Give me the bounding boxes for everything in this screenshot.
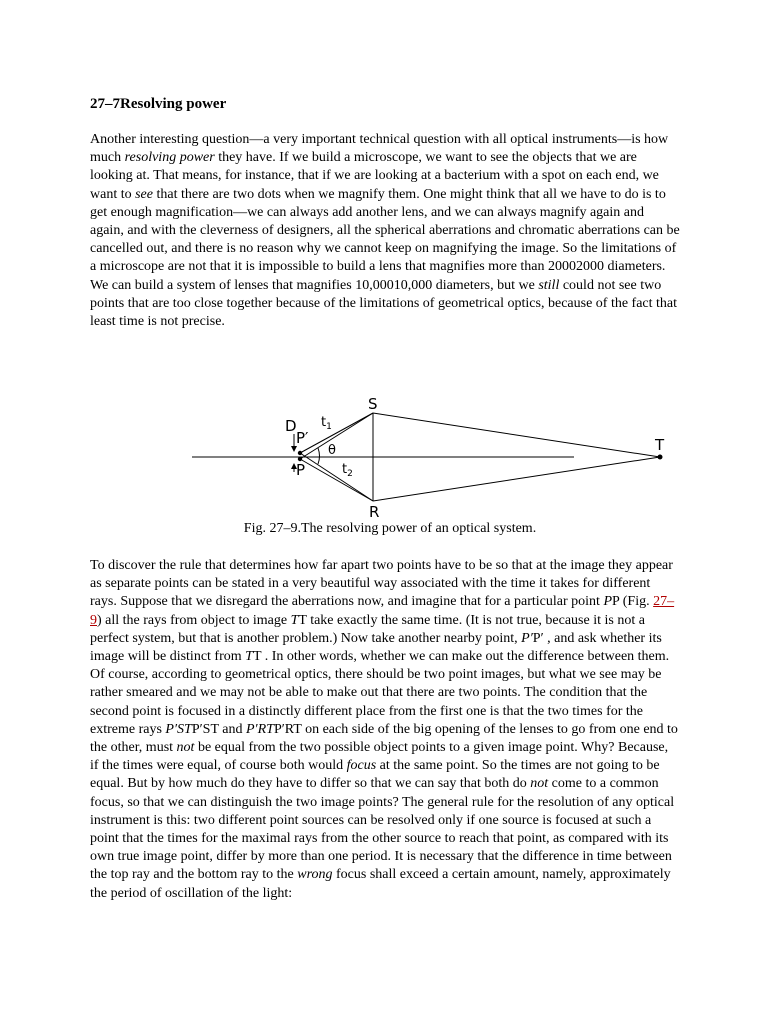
emphasis-focus: focus bbox=[346, 758, 377, 774]
theta-arc bbox=[318, 448, 320, 464]
text-run: that there are two dots when we magnify them. One might think that all we have to do is to get enough magnification—we can always add another lens, and we can always magnify again and again, and with the cleverness of designers, all the spherical aberrations and chromatic aberrations can be cancelled out, and there is no reason why we cannot keep on magnifying the image. So the limitations of a microscope are not that it is impossible to build a lens that magnifies more than 20002000 diameters. We can build a system of lenses that magnifies 10,00010,000 diameters, but we bbox=[90, 186, 680, 293]
section-heading: 27–7Resolving power bbox=[90, 96, 227, 112]
math-p: P bbox=[603, 594, 612, 610]
text-run: T take exactly the same time. (It is not true, because it is not a perfect system, but that is another problem.) Now take another nearby point, bbox=[90, 612, 645, 646]
math-pprime-st: P′ST bbox=[165, 721, 192, 737]
t1-base: t bbox=[321, 415, 327, 430]
text-run: come to a common focus, so that we can distinguish the two image points? The general rule for the resolution of any optical instrument is this: two different point sources can be resolved only if one source is focused at such a point that the times for the maximal rays from the other source to reach that point, as compared with its own true image point, differ by more than one period. It is necessary that the difference in time between the top ray and the bottom ray to the bbox=[90, 776, 675, 883]
ray-p-r bbox=[300, 459, 373, 501]
label-r: R bbox=[369, 503, 380, 521]
label-pprime: P′ bbox=[296, 429, 309, 447]
text-run: P′ , and ask whether its image will be distinct from bbox=[90, 630, 662, 665]
label-t1 bbox=[321, 415, 332, 432]
text-run: P′ST and bbox=[191, 721, 246, 737]
point-t bbox=[658, 455, 663, 460]
text-run: P′RT on each side of the big opening of the lenses to go from one end to the other, must bbox=[90, 721, 678, 756]
t1-subscript: 1 bbox=[326, 422, 332, 432]
text-run: focus shall exceed a certain amount, namely, approximately the period of oscillation of the light: bbox=[90, 867, 671, 901]
paragraph-intro bbox=[90, 131, 680, 331]
text-run: To discover the rule that determines how far apart two points have to be so that at the image they appear as separate points can be stated in a very beautiful way associated with the time it takes for different rays. Suppose that we disregard the aberrations now, and imagine that for a particular point bbox=[90, 558, 673, 610]
emphasis-not: not bbox=[176, 740, 195, 756]
optical-diagram bbox=[190, 390, 665, 521]
t2-base: t bbox=[342, 462, 348, 477]
label-s: S bbox=[368, 395, 378, 413]
math-pprime: P′ bbox=[521, 630, 533, 646]
label-d: D bbox=[285, 417, 297, 435]
text-run: P (Fig. bbox=[612, 594, 654, 610]
emphasis-see: see bbox=[135, 186, 153, 202]
text-run: be equal from the two possible object points to a given image point. Why? Because, if the times were equal, of course both would bbox=[90, 740, 669, 774]
figure-link-27-9[interactable]: 27–9 bbox=[90, 594, 675, 628]
text-run: they have. If we build a microscope, we want to see the objects that we are looking at. That means, for instance, that if we are looking at a bacterium with a spot on each end, we want to bbox=[90, 150, 659, 202]
ray-p-s bbox=[300, 413, 373, 459]
emphasis-wrong: wrong bbox=[297, 867, 333, 883]
text-run: at the same point. So the times are not going to be equal. But by how much do they have to differ so that we can say that both do bbox=[90, 758, 660, 792]
text-run: T . In other words, whether we can make out the difference between them. Of course, according to geometrical optics, there should be two point images, but what we see may be rather smeared and we may not be able to make out that there are two points. The condition that the second point is focused in a distinctly different place from the first one is that the two times for the extreme rays bbox=[90, 649, 670, 737]
label-t: T bbox=[655, 436, 665, 454]
ray-r-t bbox=[373, 457, 660, 501]
text-run: could not see two points that are too close together because of the limitations of geometrical optics, because of the fact that least time is not precise. bbox=[90, 277, 678, 330]
ray-pprime-s bbox=[300, 413, 373, 453]
point-pprime bbox=[298, 451, 302, 455]
text-run: Another interesting question—a very important technical question with all optical instruments—is how much bbox=[90, 132, 669, 166]
ray-pprime-r bbox=[300, 453, 373, 501]
emphasis-resolving-power: resolving power bbox=[124, 150, 215, 166]
emphasis-still: still bbox=[538, 277, 560, 293]
math-t: T bbox=[290, 612, 299, 628]
math-pprime-rt: P′RT bbox=[245, 721, 274, 737]
text-run: ) all the rays from object to image bbox=[97, 612, 291, 628]
label-t2 bbox=[342, 462, 353, 479]
ray-s-t bbox=[373, 413, 660, 457]
emphasis-not: not bbox=[530, 776, 549, 792]
paragraph-rule bbox=[90, 557, 680, 903]
figure-resolving-power bbox=[190, 390, 665, 521]
label-p: P bbox=[296, 461, 306, 479]
math-t: T bbox=[245, 649, 253, 665]
t2-subscript: 2 bbox=[347, 469, 353, 479]
label-theta: θ bbox=[328, 443, 336, 458]
figure-caption: Fig. 27–9.The resolving power of an optical system. bbox=[243, 521, 537, 536]
